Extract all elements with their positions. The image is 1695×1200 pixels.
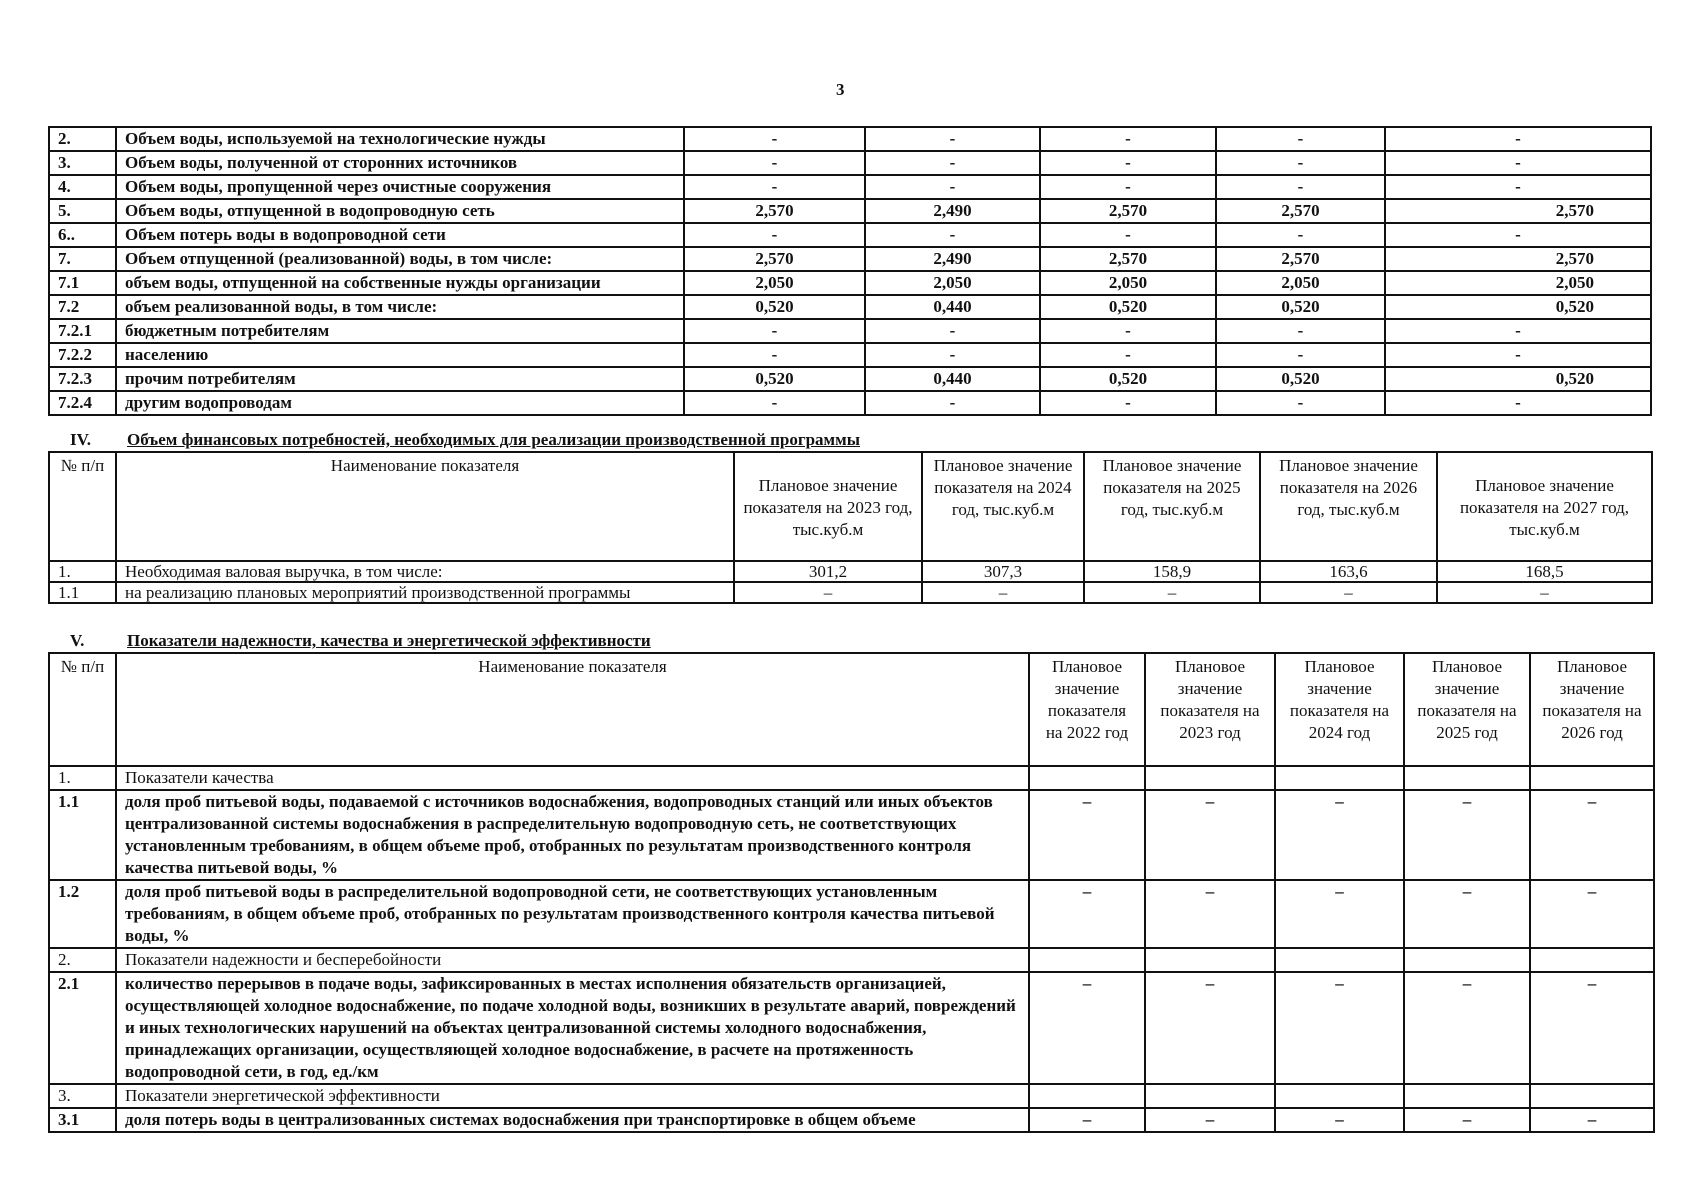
row-value: – <box>1530 972 1654 1084</box>
section-v-title: Показатели надежности, качества и энергетической эффективности <box>127 631 651 650</box>
row-value: 2,490 <box>865 247 1040 271</box>
column-header-2027: Плановое значение показателя на 2027 год, тыс.куб.м <box>1437 452 1652 561</box>
row-value: 0,520 <box>1216 367 1385 391</box>
row-value: - <box>865 151 1040 175</box>
row-value: 0,520 <box>1385 367 1651 391</box>
row-value <box>1145 766 1275 790</box>
row-number: 7.2.2 <box>49 343 116 367</box>
row-value: - <box>865 127 1040 151</box>
row-value: 2,570 <box>1216 247 1385 271</box>
row-value: - <box>1216 151 1385 175</box>
row-value: - <box>1040 127 1216 151</box>
column-header-name: Наименование показателя <box>116 653 1029 766</box>
table-row <box>49 175 1651 199</box>
row-name: населению <box>116 343 684 367</box>
row-value: - <box>1385 223 1651 247</box>
table-row <box>49 367 1651 391</box>
table-row <box>49 247 1651 271</box>
row-value: - <box>865 343 1040 367</box>
row-value <box>1404 1084 1530 1108</box>
row-number: 6.. <box>49 223 116 247</box>
row-value: – <box>1530 1108 1654 1132</box>
row-name: Объем воды, отпущенной в водопроводную сеть <box>116 199 684 223</box>
row-name: Показатели надежности и бесперебойности <box>116 948 1029 972</box>
row-value: 0,520 <box>1216 295 1385 319</box>
row-number: 7.1 <box>49 271 116 295</box>
row-value: 2,490 <box>865 199 1040 223</box>
row-value: - <box>1385 319 1651 343</box>
row-value: – <box>734 582 922 603</box>
row-value: 2,050 <box>684 271 865 295</box>
column-header-num: № п/п <box>49 452 116 561</box>
row-value: - <box>1385 151 1651 175</box>
column-header-name: Наименование показателя <box>116 452 734 561</box>
row-value: - <box>1385 127 1651 151</box>
row-number: 2.1 <box>49 972 116 1084</box>
row-name: Объем воды, пропущенной через очистные сооружения <box>116 175 684 199</box>
table-row <box>49 880 1654 948</box>
table-row <box>49 127 1651 151</box>
row-number: 4. <box>49 175 116 199</box>
row-value: 2,570 <box>1040 247 1216 271</box>
row-number: 1.1 <box>49 582 116 603</box>
reliability-indicators-table <box>48 652 1655 1133</box>
row-name: Объем потерь воды в водопроводной сети <box>116 223 684 247</box>
row-name: доля потерь воды в централизованных системах водоснабжения при транспортировке в общем объеме <box>116 1108 1029 1132</box>
table-row <box>49 223 1651 247</box>
row-value: - <box>1040 391 1216 415</box>
row-value: 2,570 <box>684 247 865 271</box>
row-value: 2,050 <box>865 271 1040 295</box>
row-value: - <box>1040 223 1216 247</box>
row-value <box>1275 948 1404 972</box>
section-v-number: V. <box>70 631 85 650</box>
row-number: 7.2.4 <box>49 391 116 415</box>
row-value: – <box>1145 790 1275 880</box>
row-name: на реализацию плановых мероприятий производственной программы <box>116 582 734 603</box>
row-value: – <box>1275 790 1404 880</box>
row-number: 2. <box>49 948 116 972</box>
section-iv-title: Объем финансовых потребностей, необходимых для реализации производственной программы <box>127 430 860 449</box>
row-value <box>1530 1084 1654 1108</box>
table-row <box>49 271 1651 295</box>
row-value: 0,520 <box>1385 295 1651 319</box>
table-row <box>49 295 1651 319</box>
column-header-2022: Плановое значение показателя на 2022 год <box>1029 653 1145 766</box>
row-value <box>1404 948 1530 972</box>
row-value: - <box>684 175 865 199</box>
row-number: 3.1 <box>49 1108 116 1132</box>
row-value: – <box>1029 972 1145 1084</box>
row-value <box>1404 766 1530 790</box>
row-value <box>1145 948 1275 972</box>
row-value: 0,520 <box>1040 295 1216 319</box>
table-row <box>49 582 1652 603</box>
row-value: 163,6 <box>1260 561 1437 582</box>
row-number: 2. <box>49 127 116 151</box>
table-row <box>49 319 1651 343</box>
row-value: - <box>1040 319 1216 343</box>
row-value: - <box>865 223 1040 247</box>
row-value: – <box>1530 790 1654 880</box>
row-value: – <box>1275 972 1404 1084</box>
column-header-2025: Плановое значение показателя на 2025 год <box>1404 653 1530 766</box>
row-value: - <box>684 319 865 343</box>
column-header-2025: Плановое значение показателя на 2025 год, тыс.куб.м <box>1084 452 1260 561</box>
table-row <box>49 391 1651 415</box>
row-value: 301,2 <box>734 561 922 582</box>
row-value: - <box>1216 319 1385 343</box>
row-value: - <box>865 319 1040 343</box>
row-value: 0,520 <box>684 367 865 391</box>
row-value <box>1029 766 1145 790</box>
table-row <box>49 343 1651 367</box>
row-value: – <box>1145 972 1275 1084</box>
table-row <box>49 790 1654 880</box>
row-value: - <box>865 391 1040 415</box>
column-header-num: № п/п <box>49 653 116 766</box>
row-value: – <box>1530 880 1654 948</box>
row-value: 2,570 <box>684 199 865 223</box>
row-number: 1.1 <box>49 790 116 880</box>
row-name: объем реализованной воды, в том числе: <box>116 295 684 319</box>
row-value: 2,050 <box>1385 271 1651 295</box>
row-value: - <box>1216 223 1385 247</box>
row-number: 5. <box>49 199 116 223</box>
row-value: 0,520 <box>684 295 865 319</box>
row-name: другим водопроводам <box>116 391 684 415</box>
row-value: 2,570 <box>1216 199 1385 223</box>
water-volume-table <box>48 126 1652 416</box>
row-value: – <box>1260 582 1437 603</box>
row-value: 2,050 <box>1216 271 1385 295</box>
table-row <box>49 151 1651 175</box>
column-header-2023: Плановое значение показателя на 2023 год <box>1145 653 1275 766</box>
row-name: Показатели энергетической эффективности <box>116 1084 1029 1108</box>
row-value: - <box>1385 391 1651 415</box>
table-row <box>49 1084 1654 1108</box>
table-row <box>49 1108 1654 1132</box>
row-value: 158,9 <box>1084 561 1260 582</box>
row-number: 1.2 <box>49 880 116 948</box>
page-number: 3 <box>836 80 845 99</box>
row-value: – <box>1437 582 1652 603</box>
row-number: 3. <box>49 151 116 175</box>
column-header-2023: Плановое значение показателя на 2023 год, тыс.куб.м <box>734 452 922 561</box>
row-name: Объем воды, используемой на технологические нужды <box>116 127 684 151</box>
row-value: 2,570 <box>1040 199 1216 223</box>
row-name: Необходимая валовая выручка, в том числе: <box>116 561 734 582</box>
row-value: - <box>684 223 865 247</box>
row-value: 307,3 <box>922 561 1084 582</box>
row-value: - <box>1385 175 1651 199</box>
row-value <box>1029 1084 1145 1108</box>
row-name: бюджетным потребителям <box>116 319 684 343</box>
table-row <box>49 972 1654 1084</box>
row-number: 1. <box>49 561 116 582</box>
row-number: 7.2 <box>49 295 116 319</box>
table-row <box>49 766 1654 790</box>
column-header-2024: Плановое значение показателя на 2024 год, тыс.куб.м <box>922 452 1084 561</box>
row-value: - <box>1040 343 1216 367</box>
row-value: – <box>1029 1108 1145 1132</box>
row-value: - <box>1040 151 1216 175</box>
row-value: 2,570 <box>1385 247 1651 271</box>
row-value: - <box>684 127 865 151</box>
row-value: – <box>1029 790 1145 880</box>
row-value: – <box>1404 1108 1530 1132</box>
row-value: 0,440 <box>865 295 1040 319</box>
column-header-2026: Плановое значение показателя на 2026 год, тыс.куб.м <box>1260 452 1437 561</box>
row-value <box>1275 1084 1404 1108</box>
row-value: - <box>1216 127 1385 151</box>
row-name: Объем воды, полученной от сторонних источников <box>116 151 684 175</box>
row-number: 7. <box>49 247 116 271</box>
row-name: доля проб питьевой воды в распределительной водопроводной сети, не соответствующих установленным требованиям, в общем объеме проб, отобранных по результатам производственного контроля качества питьевой воды, % <box>116 880 1029 948</box>
row-number: 7.2.3 <box>49 367 116 391</box>
row-value: – <box>1275 1108 1404 1132</box>
row-name: количество перерывов в подаче воды, зафиксированных в местах исполнения обязательств организацией, осуществляющей холодное водоснабжение, по подаче холодной воды, возникших в результате аварий, повреждений и иных технологических нарушений на объектах централизованной системы холодного водоснабжения, принадлежащих организации, осуществляющей холодное водоснабжение, в расчете на протяженность водопроводной сети, в год, ед./км <box>116 972 1029 1084</box>
row-value <box>1530 766 1654 790</box>
row-name: доля проб питьевой воды, подаваемой с источников водоснабжения, водопроводных станций или иных объектов централизованной системы водоснабжения в распределительную водопроводную сеть, не соответствующих установленным требованиям, в общем объеме проб, отобранных по результатам производственного контроля качества питьевой воды, % <box>116 790 1029 880</box>
row-value: – <box>1145 1108 1275 1132</box>
row-value: – <box>1084 582 1260 603</box>
row-number: 7.2.1 <box>49 319 116 343</box>
row-value: – <box>1404 790 1530 880</box>
row-value: - <box>1216 391 1385 415</box>
row-value: - <box>684 391 865 415</box>
row-value: – <box>1275 880 1404 948</box>
column-header-2024: Плановое значение показателя на 2024 год <box>1275 653 1404 766</box>
row-value <box>1275 766 1404 790</box>
row-value: - <box>684 151 865 175</box>
row-value: – <box>1029 880 1145 948</box>
row-value: 0,520 <box>1040 367 1216 391</box>
row-number: 1. <box>49 766 116 790</box>
row-value <box>1145 1084 1275 1108</box>
column-header-2026: Плановое значение показателя на 2026 год <box>1530 653 1654 766</box>
table-row <box>49 561 1652 582</box>
row-value: - <box>1385 343 1651 367</box>
row-name: Объем отпущенной (реализованной) воды, в том числе: <box>116 247 684 271</box>
row-value: – <box>922 582 1084 603</box>
row-value: – <box>1145 880 1275 948</box>
row-value: - <box>1216 175 1385 199</box>
row-value: - <box>1216 343 1385 367</box>
row-name: Показатели качества <box>116 766 1029 790</box>
row-name: прочим потребителям <box>116 367 684 391</box>
financial-needs-table <box>48 451 1653 604</box>
row-value: - <box>865 175 1040 199</box>
row-value <box>1530 948 1654 972</box>
row-number: 3. <box>49 1084 116 1108</box>
section-iv-number: IV. <box>70 430 91 449</box>
row-value: – <box>1404 880 1530 948</box>
row-value: - <box>1040 175 1216 199</box>
row-value: - <box>684 343 865 367</box>
table-row <box>49 948 1654 972</box>
row-name: объем воды, отпущенной на собственные нужды организации <box>116 271 684 295</box>
row-value: – <box>1404 972 1530 1084</box>
row-value: 168,5 <box>1437 561 1652 582</box>
row-value <box>1029 948 1145 972</box>
table-row <box>49 199 1651 223</box>
row-value: 0,440 <box>865 367 1040 391</box>
row-value: 2,570 <box>1385 199 1651 223</box>
row-value: 2,050 <box>1040 271 1216 295</box>
